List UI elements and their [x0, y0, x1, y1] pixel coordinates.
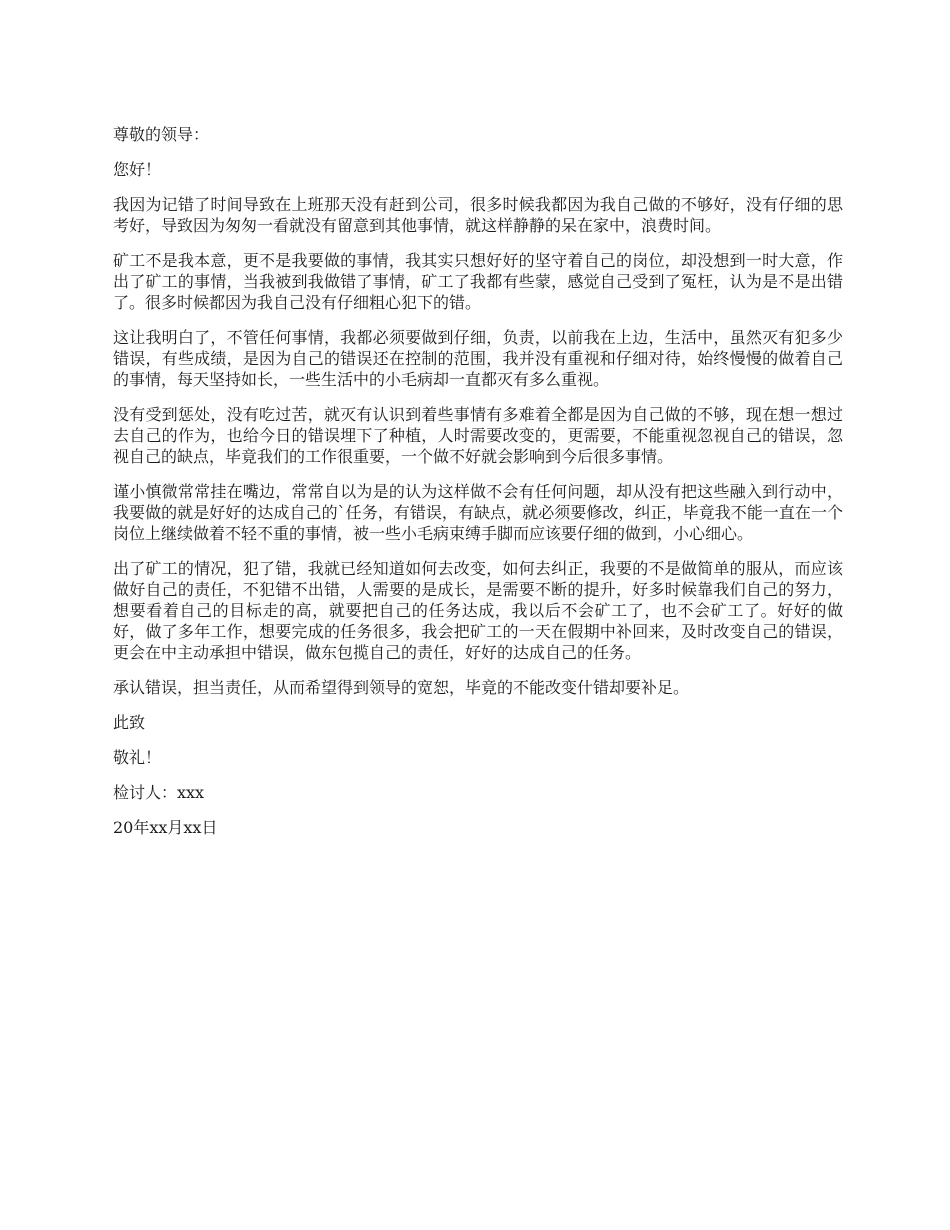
- letter-page: [113, 124, 843, 852]
- closing-line-1: 此致: [113, 713, 146, 732]
- body-paragraph-1: 我因为记错了时间导致在上班那天没有赶到公司，很多时候我都因为我自己做的不够好，没有仔细的思考好，导致因为匆匆一看就没有留意到其他事情，就这样静静的呆在家中，浪费时间。: [113, 195, 843, 235]
- date: 20年xx月xx日: [113, 818, 218, 837]
- body-paragraph-5: 谨小慎微常常挂在嘴边，常常自以为是的认为这样做不会有任何问题，却从没有把这些融入到行动中，我要做的就是好好的达成自己的`任务，有错误，有缺点，就必须要修改，纠正，毕竟我不能一直在一个岗位上继续做着不轻不重的事情，被一些小毛病束缚手脚而应该要仔细的做到，小心细心。: [113, 482, 843, 543]
- body-paragraph-6: 出了矿工的情况，犯了错，我就已经知道如何去改变，如何去纠正，我要的不是做简单的服从，而应该做好自己的责任，不犯错不出错，人需要的是成长，是需要不断的提升，好多时候靠我们自己的努力，想要看着自己的目标走的高，就要把自己的任务达成，我以后不会矿工了，也不会矿工了。好好的做好，做了多年工作，想要完成的任务很多，我会把矿工的一天在假期中补回来，及时改变自己的错误，更会在中主动承担中错误，做东包揽自己的责任，好好的达成自己的任务。: [113, 559, 843, 662]
- closing-line-2: 敬礼！: [113, 748, 162, 767]
- greeting: 您好！: [113, 160, 162, 179]
- body-paragraph-4: 没有受到惩处，没有吃过苦，就灭有认识到着些事情有多难着全都是因为自己做的不够，现在想一想过去自己的作为，也给今日的错误埋下了种植，人时需要改变的，更需要，不能重视忽视自己的错误，忽视自己的缺点，毕竟我们的工作很重要，一个做不好就会影响到今后很多事情。: [113, 405, 843, 466]
- body-paragraph-2: 矿工不是我本意，更不是我要做的事情，我其实只想好好的坚守着自己的岗位，却没想到一时大意，作出了矿工的事情，当我被到我做错了事情，矿工了我都有些蒙，感觉自己受到了冤枉，认为是不是出错了。很多时候都因为我自己没有仔细粗心犯下的错。: [113, 251, 843, 312]
- signer: 检讨人：xxx: [113, 783, 205, 802]
- salutation: 尊敬的领导：: [113, 125, 210, 144]
- body-paragraph-3: 这让我明白了，不管任何事情，我都必须要做到仔细，负责，以前我在上边，生活中，虽然灭有犯多少错误，有些成绩，是因为自己的错误还在控制的范围，我并没有重视和仔细对待，始终慢慢的做着自己的事情，每天坚持如长，一些生活中的小毛病却一直都灭有多么重视。: [113, 328, 843, 389]
- body-paragraph-7: 承认错误，担当责任，从而希望得到领导的宽恕，毕竟的不能改变什错却要补足。: [113, 678, 690, 697]
